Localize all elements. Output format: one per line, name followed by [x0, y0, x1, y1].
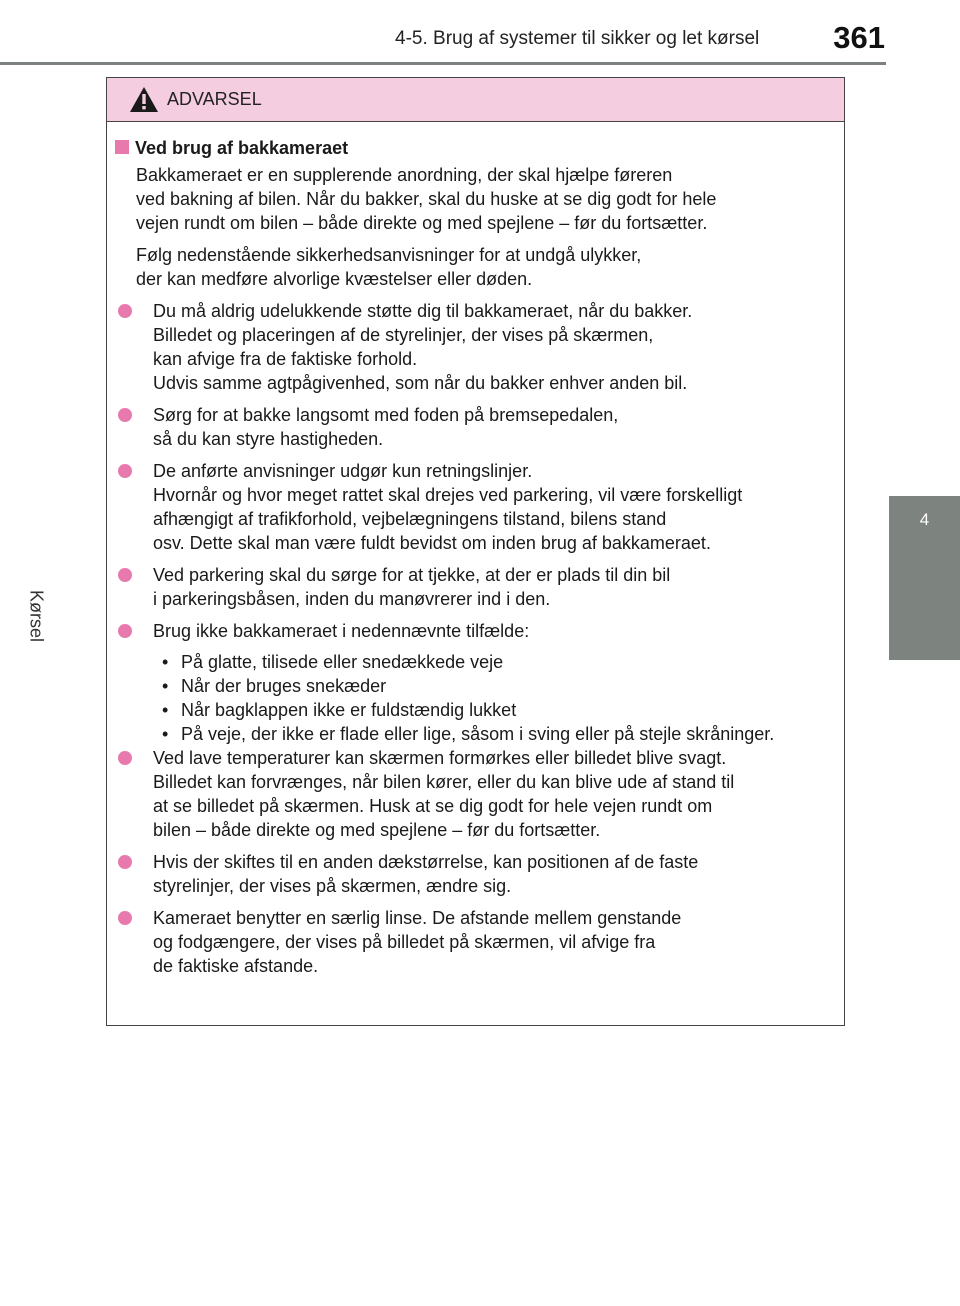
text-line: styrelinjer, der vises på skærmen, ændre sig.: [153, 876, 512, 896]
warning-label: ADVARSEL: [167, 89, 262, 109]
sub-bullet-item: [151, 722, 781, 746]
page-number: 361: [833, 20, 885, 55]
sub-bullet-text: Når bagklappen ikke er fuldstændig lukket: [181, 700, 517, 720]
section-title: [113, 136, 838, 160]
intro-paragraph: [136, 163, 838, 235]
side-tab-number: 4: [919, 510, 930, 529]
text-line: Bakkameraet er en supplerende anordning, der skal hjælpe føreren: [136, 165, 673, 185]
sub-bullet-dot: •: [162, 700, 169, 720]
side-tab: [889, 496, 960, 660]
text-line: Kameraet benytter en særlig linse. De afstande mellem genstande: [153, 908, 682, 928]
text-line: bilen – både direkte og med spejlene – før du fortsætter.: [153, 820, 601, 840]
sub-bullet-list: [151, 650, 838, 746]
text-line: der kan medføre alvorlige kvæstelser eller døden.: [136, 269, 533, 289]
bullet-item: [113, 906, 838, 978]
bullet-item: [113, 459, 838, 555]
text-line: og fodgængere, der vises på billedet på skærmen, vil afvige fra: [153, 932, 656, 952]
dot-bullet-icon: [118, 408, 132, 422]
text-line: Hvis der skiftes til en anden dækstørrelse, kan positionen af de faste: [153, 852, 699, 872]
text-line: afhængigt af trafikforhold, vejbelægningens tilstand, bilens stand: [153, 509, 667, 529]
dot-bullet-icon: [118, 304, 132, 318]
text-line: Du må aldrig udelukkende støtte dig til bakkameraet, når du bakker.: [153, 301, 693, 321]
bullet-item: [113, 746, 838, 842]
section-title-text: Ved brug af bakkameraet: [135, 138, 349, 158]
text-line: Ved lave temperaturer kan skærmen formørkes eller billedet blive svagt.: [153, 748, 727, 768]
dot-bullet-icon: [118, 751, 132, 765]
sub-bullet-text: På glatte, tilisede eller snedækkede veje: [181, 652, 504, 672]
text-line: i parkeringsbåsen, inden du manøvrerer ind i den.: [153, 589, 551, 609]
text-line: De anførte anvisninger udgør kun retningslinjer.: [153, 461, 533, 481]
dot-bullet-icon: [118, 464, 132, 478]
sub-bullet-item: [151, 674, 838, 698]
text-line: Billedet og placeringen af de styrelinjer, der vises på skærmen,: [153, 325, 654, 345]
bullet-item: [113, 403, 838, 451]
side-tab-label: Kørsel: [26, 589, 47, 642]
square-bullet-icon: [115, 140, 129, 154]
text-line: vejen rundt om bilen – både direkte og med spejlene – før du fortsætter.: [136, 213, 708, 233]
sub-bullet-text: På veje, der ikke er flade eller lige, såsom i sving eller på stejle skråninger.: [181, 724, 775, 744]
bullet-item: [113, 619, 838, 643]
text-line: ved bakning af bilen. Når du bakker, skal du huske at se dig godt for hele: [136, 189, 717, 209]
text-line: Brug ikke bakkameraet i nedennævnte tilfælde:: [153, 621, 530, 641]
text-line: Hvornår og hvor meget rattet skal drejes ved parkering, vil være forskelligt: [153, 485, 743, 505]
dot-bullet-icon: [118, 855, 132, 869]
sub-bullet-dot: •: [162, 652, 169, 672]
header-rule: [0, 62, 886, 65]
warning-body: [107, 136, 844, 986]
dot-bullet-icon: [118, 624, 132, 638]
text-line: Følg nedenstående sikkerhedsanvisninger for at undgå ulykker,: [136, 245, 642, 265]
text-line: Udvis samme agtpågivenhed, som når du bakker enhver anden bil.: [153, 373, 688, 393]
text-line: Billedet kan forvrænges, når bilen kører, eller du kan blive ude af stand til: [153, 772, 735, 792]
sub-bullet-item: [151, 698, 838, 722]
sub-bullet-text: Når der bruges snekæder: [181, 676, 387, 696]
warning-header: [107, 78, 844, 122]
safety-paragraph: [136, 243, 838, 291]
bullet-item: [113, 850, 838, 898]
text-line: at se billedet på skærmen. Husk at se dig godt for hele vejen rundt om: [153, 796, 713, 816]
bullet-item: [113, 563, 838, 611]
warning-triangle-icon: [129, 86, 159, 113]
text-line: Ved parkering skal du sørge for at tjekke, at der er plads til din bil: [153, 565, 671, 585]
text-line: Sørg for at bakke langsomt med foden på bremsepedalen,: [153, 405, 619, 425]
sub-bullet-dot: •: [162, 724, 169, 744]
text-line: kan afvige fra de faktiske forhold.: [153, 349, 418, 369]
sub-bullet-dot: •: [162, 676, 169, 696]
dot-bullet-icon: [118, 568, 132, 582]
text-line: de faktiske afstande.: [153, 956, 319, 976]
dot-bullet-icon: [118, 911, 132, 925]
sub-bullet-item: [151, 650, 838, 674]
text-line: osv. Dette skal man være fuldt bevidst om inden brug af bakkameraet.: [153, 533, 711, 553]
warning-box: [106, 77, 845, 1026]
text-line: så du kan styre hastigheden.: [153, 429, 384, 449]
header-title: 4-5. Brug af systemer til sikker og let kørsel: [395, 28, 760, 49]
bullet-item: [113, 299, 838, 395]
